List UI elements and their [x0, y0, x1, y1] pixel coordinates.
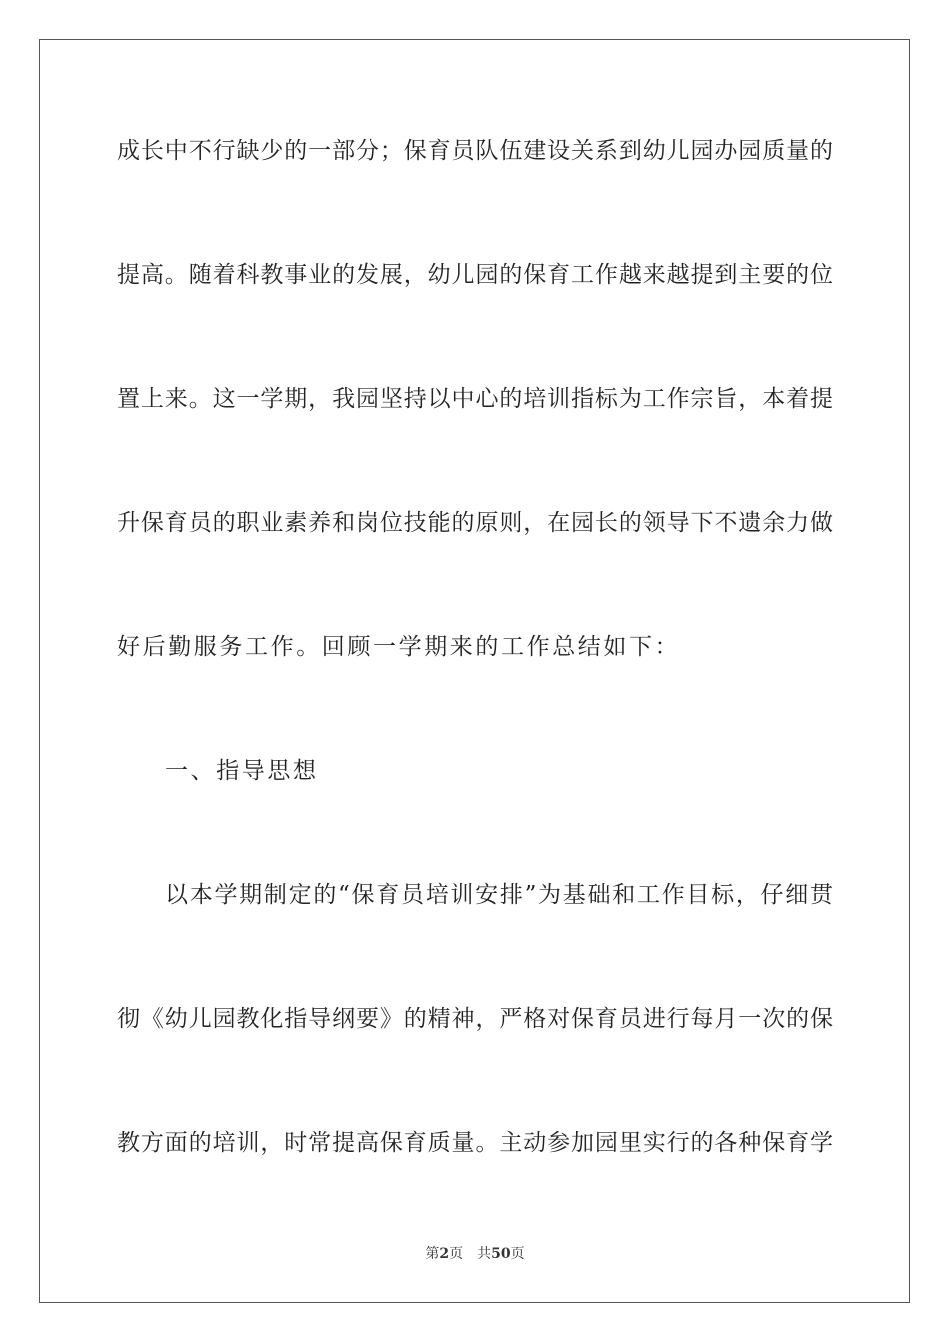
- paragraph-line: 置上来。这一学期，我园坚持以中心的培训指标为工作宗旨，本着提: [117, 386, 833, 412]
- paragraph-line: 以本学期制定的“保育员培训安排”为基础和工作目标，仔细贯: [165, 882, 833, 908]
- page-border: [39, 39, 910, 1303]
- footer-page-prefix: 第: [425, 1246, 440, 1262]
- footer-total-prefix: 共: [477, 1246, 492, 1262]
- section-heading: 一、指导思想: [165, 758, 319, 784]
- paragraph-line: 成长中不行缺少的一部分；保育员队伍建设关系到幼儿园办园质量的: [117, 138, 833, 164]
- paragraph-line: 升保育员的职业素养和岗位技能的原则，在园长的领导下不遗余力做: [117, 510, 833, 536]
- paragraph-line: 教方面的培训，时常提高保育质量。主动参加园里实行的各种保育学: [117, 1130, 833, 1156]
- footer-total-suffix: 页: [510, 1246, 525, 1262]
- paragraph-line: 提高。随着科教事业的发展，幼儿园的保育工作越来越提到主要的位: [117, 262, 833, 288]
- paragraph-line: 彻《幼儿园教化指导纲要》的精神，严格对保育员进行每月一次的保: [117, 1006, 833, 1032]
- paragraph-line: 好后勤服务工作。回顾一学期来的工作总结如下：: [117, 634, 681, 660]
- page-footer: [0, 1245, 950, 1263]
- footer-page-suffix: 页: [449, 1246, 464, 1262]
- footer-total-pages: 50: [491, 1246, 511, 1262]
- footer-page-number: 2: [439, 1246, 450, 1262]
